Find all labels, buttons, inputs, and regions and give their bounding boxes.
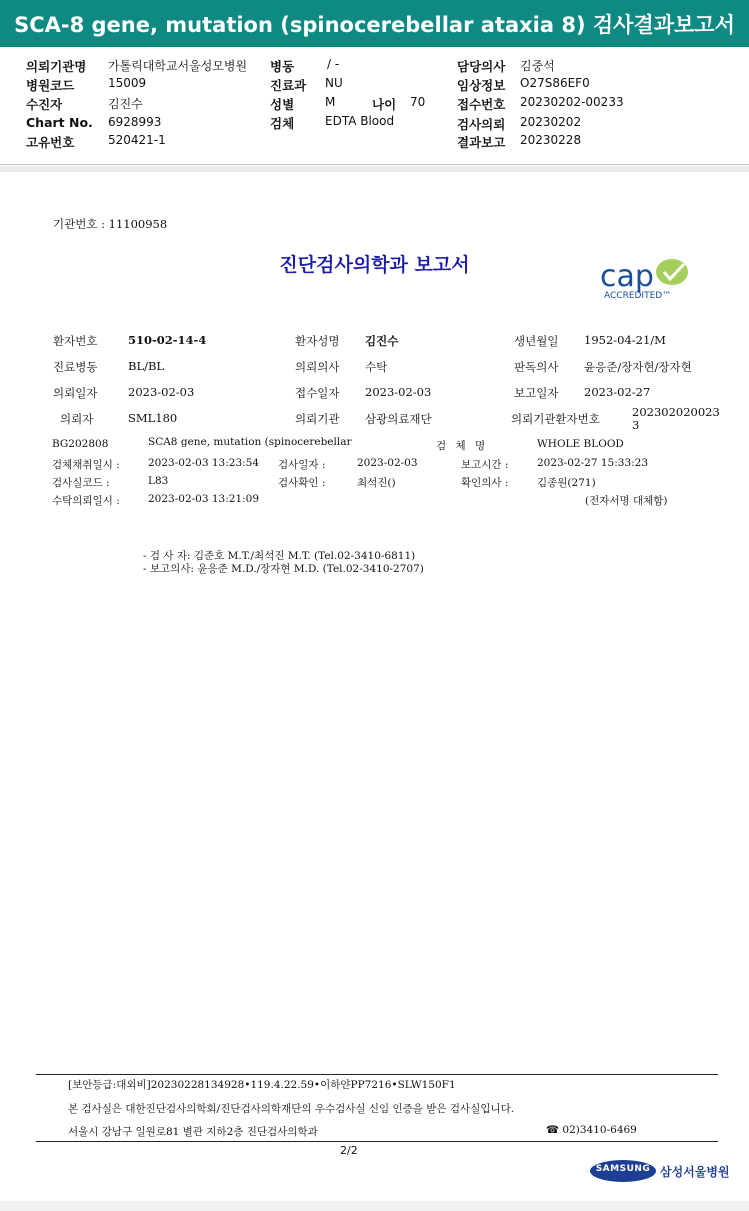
info-value: 202302020023 <box>632 405 720 419</box>
report-title: 진단검사의학과 보고서 <box>279 254 470 276</box>
info-value: 김진수 <box>365 334 399 348</box>
label-patient: 수진자 <box>26 97 63 112</box>
footer-bottom-line <box>36 1141 718 1142</box>
report-title-bar <box>0 0 749 47</box>
detail-value: 2023-02-03 13:21:09 <box>148 493 260 505</box>
value-sex: M <box>325 95 336 109</box>
test-code: BG202808 <box>52 438 109 450</box>
detail-label: 검사실코드 : <box>52 477 110 489</box>
header-band <box>0 166 749 172</box>
cap-logo-text: cap <box>600 259 654 294</box>
label-department: 진료과 <box>270 78 307 93</box>
label-sex: 성별 <box>270 97 295 112</box>
label-request-date: 검사의뢰 <box>457 117 506 132</box>
info-label: 판독의사 <box>514 360 559 374</box>
info-label: 의뢰일자 <box>53 386 98 400</box>
value-ward: / - <box>327 57 340 71</box>
info-value: 1952-04-21/M <box>584 333 666 347</box>
info-value: SML180 <box>128 411 178 425</box>
info-value: 2023-02-03 <box>365 385 432 399</box>
value-result-report: 20230228 <box>520 133 582 147</box>
label-result-report: 결과보고 <box>457 135 506 150</box>
detail-value: L83 <box>148 475 169 487</box>
value-patient: 김진수 <box>108 97 143 111</box>
label-age: 나이 <box>372 97 397 112</box>
info-label: 생년월일 <box>514 334 559 348</box>
info-value: 510-02-14-4 <box>128 333 207 347</box>
cap-logo <box>598 256 696 302</box>
info-value: 수탁 <box>365 360 388 374</box>
phone-text: ☎ 02)3410-6469 <box>546 1124 637 1136</box>
label-doctor: 담당의사 <box>457 59 506 74</box>
info-label: 환자성명 <box>295 334 340 348</box>
samsung-logo <box>590 1160 656 1182</box>
label-specimen: 검체 <box>270 116 295 131</box>
value-hospital-code: 15009 <box>108 76 147 90</box>
label-ward: 병동 <box>270 59 295 74</box>
info-label: 의뢰자 <box>60 412 94 426</box>
info-label: 보고일자 <box>514 386 559 400</box>
footer-top-line <box>36 1074 718 1075</box>
staff-reporting-doctor: - 보고의사: 윤응준 M.D./장자현 M.D. (Tel.02-3410-2707) <box>143 563 424 575</box>
detail-value: 2023-02-27 15:33:23 <box>537 457 649 469</box>
report-title: SCA-8 gene, mutation (spinocerebellar ataxia 8) 검사결과보고서 <box>14 13 735 37</box>
info-label: 접수일자 <box>295 386 340 400</box>
detail-value: 김종원(271) <box>537 477 596 489</box>
info-value: 삼광의료재단 <box>365 412 432 426</box>
label-receipt-no: 접수번호 <box>457 97 506 112</box>
info-label: 환자번호 <box>53 334 98 348</box>
value-clinical-info: O27S86EF0 <box>520 76 590 90</box>
detail-label: 검체채취일시 : <box>52 459 120 471</box>
detail-label: 수탁의뢰일시 : <box>52 495 120 507</box>
info-value: 3 <box>632 418 640 432</box>
page-number: 2/2 <box>340 1144 358 1157</box>
info-label: 의뢰기관환자번호 <box>511 412 600 426</box>
detail-value: 2023-02-03 <box>357 457 418 469</box>
value-institution: 가톨릭대학교서울성모병원 <box>108 59 248 73</box>
info-value: 2023-02-27 <box>584 385 651 399</box>
info-label: 진료병동 <box>53 360 98 374</box>
detail-label: 검사일자 : <box>278 459 326 471</box>
test-name: SCA8 gene, mutation (spinocerebellar <box>148 436 352 448</box>
label-hospital-code: 병원코드 <box>26 78 75 93</box>
header-divider <box>0 164 749 165</box>
security-line: [보안등급:대외비]20230228134928•119.4.22.59•이하얀PP7216•SLW150F1 <box>68 1079 456 1091</box>
detail-label: 보고시간 : <box>461 459 509 471</box>
info-label: 의뢰의사 <box>295 360 340 374</box>
certification-text: 본 검사실은 대한진단검사의학회/진단검사의학재단의 우수검사실 신임 인증을 받은 검사실입니다. <box>68 1103 515 1115</box>
detail-label: 검사확인 : <box>278 477 326 489</box>
value-unique-no: 520421-1 <box>108 133 166 147</box>
hospital-name: 삼성서울병원 <box>660 1165 730 1179</box>
institution-number: 기관번호 : 11100958 <box>53 217 168 231</box>
address-text: 서울시 강남구 일원로81 별관 지하2층 진단검사의학과 <box>68 1126 318 1138</box>
value-request-date: 20230202 <box>520 115 582 129</box>
info-value: 2023-02-03 <box>128 385 195 399</box>
label-chart-no: Chart No. <box>26 115 93 130</box>
value-age: 70 <box>410 95 426 109</box>
specimen-label: 검 체 명 <box>436 440 489 452</box>
specimen-value: WHOLE BLOOD <box>537 438 624 450</box>
electronic-signature-note: (전자서명 대체함) <box>585 495 668 507</box>
samsung-logo-text: SAMSUNG <box>595 1164 651 1174</box>
label-unique-no: 고유번호 <box>26 135 75 150</box>
detail-value: 최석진() <box>357 477 396 489</box>
value-receipt-no: 20230202-00233 <box>520 95 624 109</box>
value-specimen: EDTA Blood <box>325 114 395 128</box>
label-clinical-info: 임상정보 <box>457 78 506 93</box>
label-institution: 의뢰기관명 <box>26 59 87 74</box>
info-label: 의뢰기관 <box>295 412 340 426</box>
staff-examiner: - 검 사 자: 김준호 M.T./최석진 M.T. (Tel.02-3410-6811) <box>143 550 416 562</box>
value-doctor: 김중석 <box>520 59 555 73</box>
info-value: BL/BL <box>128 359 165 373</box>
detail-value: 2023-02-03 13:23:54 <box>148 457 260 469</box>
cap-accredited-text: ACCREDITED™ <box>604 291 672 301</box>
info-value: 윤응준/장자현/장자현 <box>584 360 692 374</box>
value-chart-no: 6928993 <box>108 115 162 129</box>
page-bottom-band <box>0 1201 749 1211</box>
value-department: NU <box>325 76 343 90</box>
detail-label: 확인의사 : <box>461 477 509 489</box>
